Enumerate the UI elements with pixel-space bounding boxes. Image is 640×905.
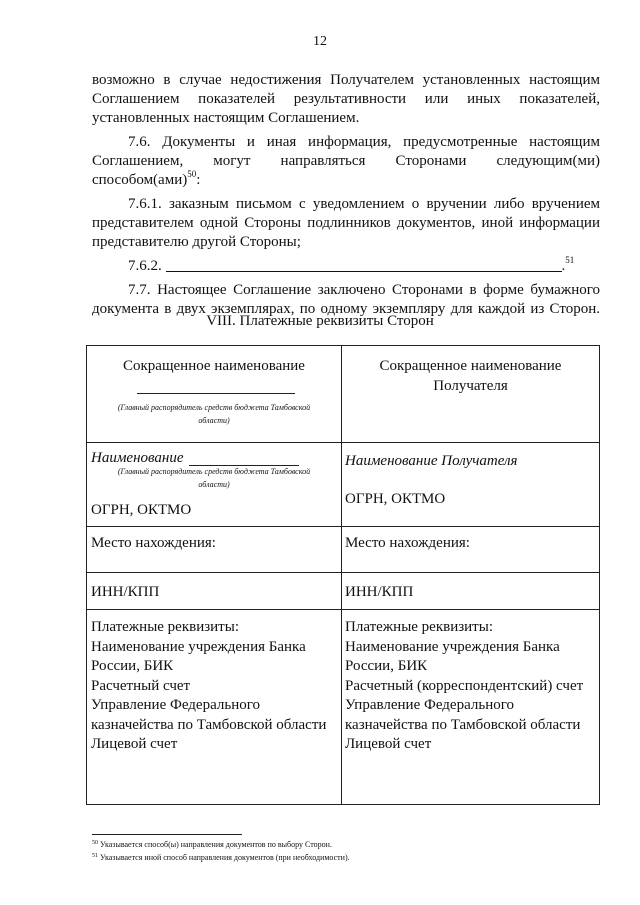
right-inn: ИНН/КПП <box>345 584 414 600</box>
left-header-blank <box>137 393 295 394</box>
paragraph-line: установленных настоящим Соглашением. <box>92 110 360 126</box>
footnote: $^{50}$ Указывается способ(ы) направления документов по выбору Сторон. <box>92 840 332 849</box>
row-divider <box>87 442 599 443</box>
footnote: $^{51}$ Указывается иной способ направления документов (при необходимости). <box>92 853 350 862</box>
paragraph-line: представителем одной Стороны подлинников документов, иной информации <box>92 215 600 231</box>
paragraph-line: документа в двух экземплярах, по одному экземпляру для каждой из Сторон. <box>92 301 600 317</box>
paragraph-line: Соглашением, могут направляться Сторонами следующим(ми) <box>92 153 600 169</box>
right-header: Сокращенное наименование Получателя <box>379 358 562 394</box>
paragraph-line: возможно в случае недостижения Получателем установленных настоящим <box>92 72 600 88</box>
left-header: Сокращенное наименование <box>123 358 305 374</box>
left-name-note: (Главный распорядитель средств бюджета Тамбовской области) <box>117 467 311 489</box>
right-payment-details: Платежные реквизиты: Наименование учреждения Банка России, БИК Расчетный (корреспондентский) счет Управление Федерального казначейства по Тамбовской области Лицевой счет <box>345 619 584 752</box>
paragraph-line: 7.7. Настоящее Соглашение заключено Сторонами в форме бумажного <box>128 282 600 298</box>
paragraph-line: 7.6.1. заказным письмом с уведомлением о вручении либо вручением <box>128 196 600 212</box>
right-ogrn: ОГРН, ОКТМО <box>345 491 446 507</box>
footnote-ref: 51 <box>565 255 575 265</box>
paragraph-line: представителю другой Стороны; <box>92 234 301 250</box>
clause-number: 7.6.2. <box>128 258 162 274</box>
left-name-label: Наименование <box>91 450 184 466</box>
column-divider <box>341 346 342 804</box>
right-location: Место нахождения: <box>345 535 470 551</box>
right-name-label: Наименование Получателя <box>345 453 518 469</box>
row-divider <box>87 572 599 573</box>
section-title: VIII. Платежные реквизиты Сторон <box>206 313 434 329</box>
left-header-note: (Главный распорядитель средств бюджета Тамбовской области) <box>117 403 311 425</box>
footnote-ref: 50 <box>187 169 197 179</box>
paragraph-line: Соглашением показателей результативности или иных показателей, <box>92 91 600 107</box>
left-inn: ИНН/КПП <box>91 584 160 600</box>
paragraph-line: 7.6. Документы и иная информация, предусмотренные настоящим <box>128 134 600 150</box>
left-ogrn: ОГРН, ОКТМО <box>91 502 192 518</box>
page-number: 12 <box>313 34 327 49</box>
requisites-table <box>86 345 600 805</box>
paragraph-line: 7.6.2. .$^{51}$ <box>128 255 575 274</box>
row-divider <box>87 526 599 527</box>
footnote-separator <box>92 834 242 835</box>
left-payment-details: Платежные реквизиты: Наименование учреждения Банка России, БИК Расчетный счет Управление Федерального казначейства по Тамбовской области Лицевой счет <box>91 619 327 752</box>
paragraph-line: способом(ами)$^{50}$: <box>92 169 201 188</box>
blank-field <box>166 256 562 272</box>
paragraph-text: способом(ами) <box>92 172 188 188</box>
left-location: Место нахождения: <box>91 535 216 551</box>
row-divider <box>87 609 599 610</box>
